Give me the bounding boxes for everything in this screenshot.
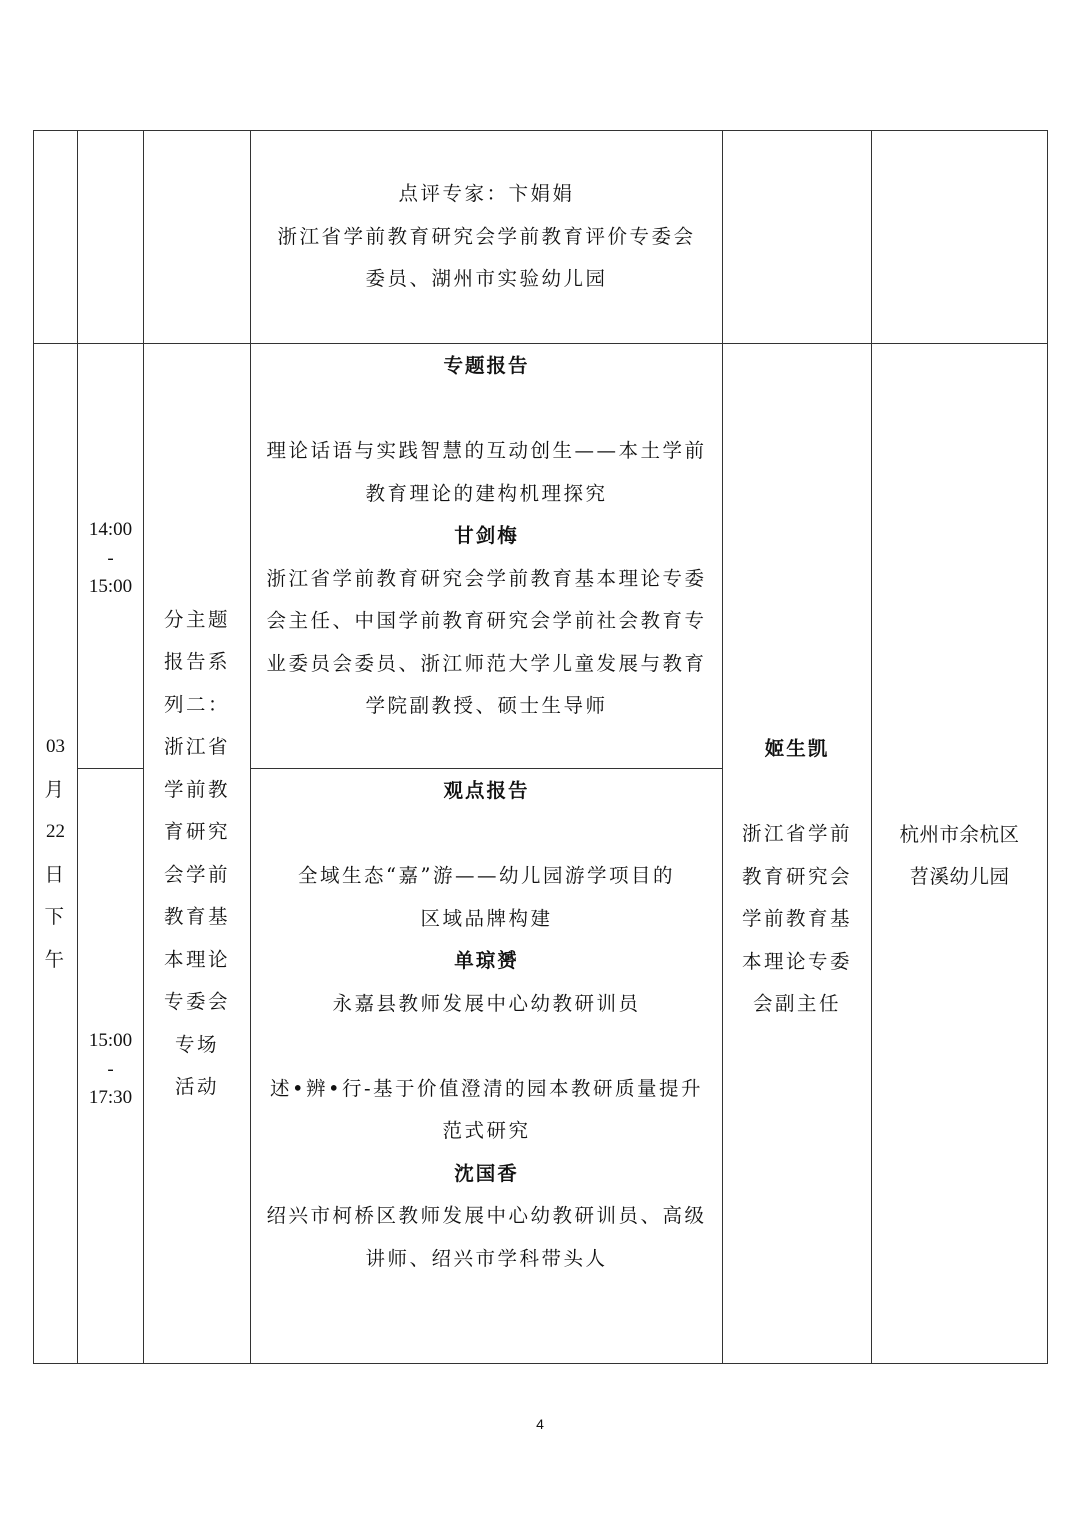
date-char: 月	[44, 777, 67, 801]
theme-line: 分主题	[163, 607, 230, 631]
special-report-heading: 专题报告	[443, 354, 530, 377]
venue-line: 苕溪幼儿园	[909, 865, 1010, 888]
table-border-bottom	[33, 1363, 1048, 1364]
talk1-affiliation: 永嘉县教师发展中心幼教研训员	[332, 991, 641, 1015]
talk1-speaker: 单琼赟	[454, 949, 519, 972]
theme-line: 浙江省	[163, 735, 230, 758]
talk2-title-line: 范式研究	[442, 1119, 531, 1142]
talk2-affiliation-line: 讲师、绍兴市学科带头人	[365, 1246, 608, 1270]
col-divider	[871, 130, 872, 1364]
theme-cell	[144, 344, 250, 1363]
time-start: 14:00	[88, 519, 133, 541]
special-report-affiliation-line: 业委员会委员、浙江师范大学儿童发展与教育	[266, 651, 707, 675]
talk2-affiliation-line: 绍兴市柯桥区教师发展中心幼教研训员、高级	[266, 1204, 707, 1227]
talk2-speaker: 沈国香	[454, 1161, 519, 1185]
theme-line: 报告系	[163, 650, 230, 673]
host-title-line: 浙江省学前	[741, 822, 852, 845]
special-report-affiliation-line: 浙江省学前教育研究会学前教育基本理论专委	[266, 566, 707, 590]
venue-line: 杭州市余杭区	[899, 822, 1020, 846]
view-report-heading: 观点报告	[443, 779, 530, 802]
special-report-affiliation-line: 会主任、中国学前教育研究会学前社会教育专	[266, 609, 707, 632]
date-char: 22	[46, 821, 65, 842]
time-start: 15:00	[88, 1030, 133, 1052]
special-report-title-line: 理论话语与实践智慧的互动创生——本土学前	[266, 439, 707, 462]
time-end: 15:00	[88, 576, 133, 598]
reviewer-affiliation-line: 浙江省学前教育研究会学前教育评价专委会	[277, 224, 696, 248]
reviewer-cell	[251, 131, 722, 343]
schedule-table	[33, 130, 1048, 1364]
theme-line: 活动	[174, 1075, 219, 1098]
host-title-line: 会副主任	[752, 992, 841, 1015]
date-cell	[34, 344, 77, 1363]
venue-cell	[872, 811, 1047, 901]
host-title-line: 教育研究会	[741, 864, 852, 888]
host-cell	[723, 728, 871, 1028]
theme-line: 学前教	[163, 777, 230, 801]
host-name: 姬生凯	[764, 737, 830, 760]
table-border-right	[1047, 130, 1048, 1364]
date-char: 下	[44, 905, 67, 928]
talk1-title-line: 全域生态“嘉”游——幼儿园游学项目的	[298, 864, 675, 887]
col-divider	[77, 130, 78, 1364]
page-number: 4	[536, 1416, 544, 1432]
special-report-title-line: 教育理论的建构机理探究	[365, 481, 608, 505]
time-divider	[77, 768, 144, 769]
time-separator: -	[107, 1058, 114, 1080]
theme-line: 会学前	[163, 862, 230, 886]
view-report-cell	[251, 769, 722, 1363]
reviewer-label: 点评专家：卞娟娟	[398, 182, 575, 206]
time-slot-1	[78, 514, 143, 604]
date-char: 午	[44, 947, 67, 971]
theme-line: 本理论	[163, 947, 230, 971]
date-char: 日	[44, 862, 67, 886]
date-char: 03	[46, 736, 65, 757]
reviewer-affiliation-line: 委员、湖州市实验幼儿园	[365, 267, 608, 291]
special-report-affiliation-line: 学院副教授、硕士生导师	[365, 694, 608, 717]
talk1-title-line: 区域品牌构建	[420, 906, 553, 930]
theme-line: 专场	[174, 1032, 219, 1056]
special-report-cell	[251, 344, 722, 768]
theme-line: 教育基	[163, 905, 230, 928]
talk2-title-line: 述•辨•行-基于价值澄清的园本教研质量提升	[269, 1076, 704, 1100]
time-end: 17:30	[88, 1087, 133, 1109]
host-title-line: 本理论专委	[741, 949, 852, 973]
special-report-speaker: 甘剑梅	[454, 524, 519, 547]
theme-line: 育研究	[163, 820, 230, 843]
host-title-line: 学前教育基	[741, 907, 852, 930]
theme-line: 专委会	[163, 990, 230, 1013]
theme-line: 列二：	[163, 692, 230, 716]
time-separator: -	[107, 547, 114, 569]
time-slot-2	[78, 1025, 143, 1115]
